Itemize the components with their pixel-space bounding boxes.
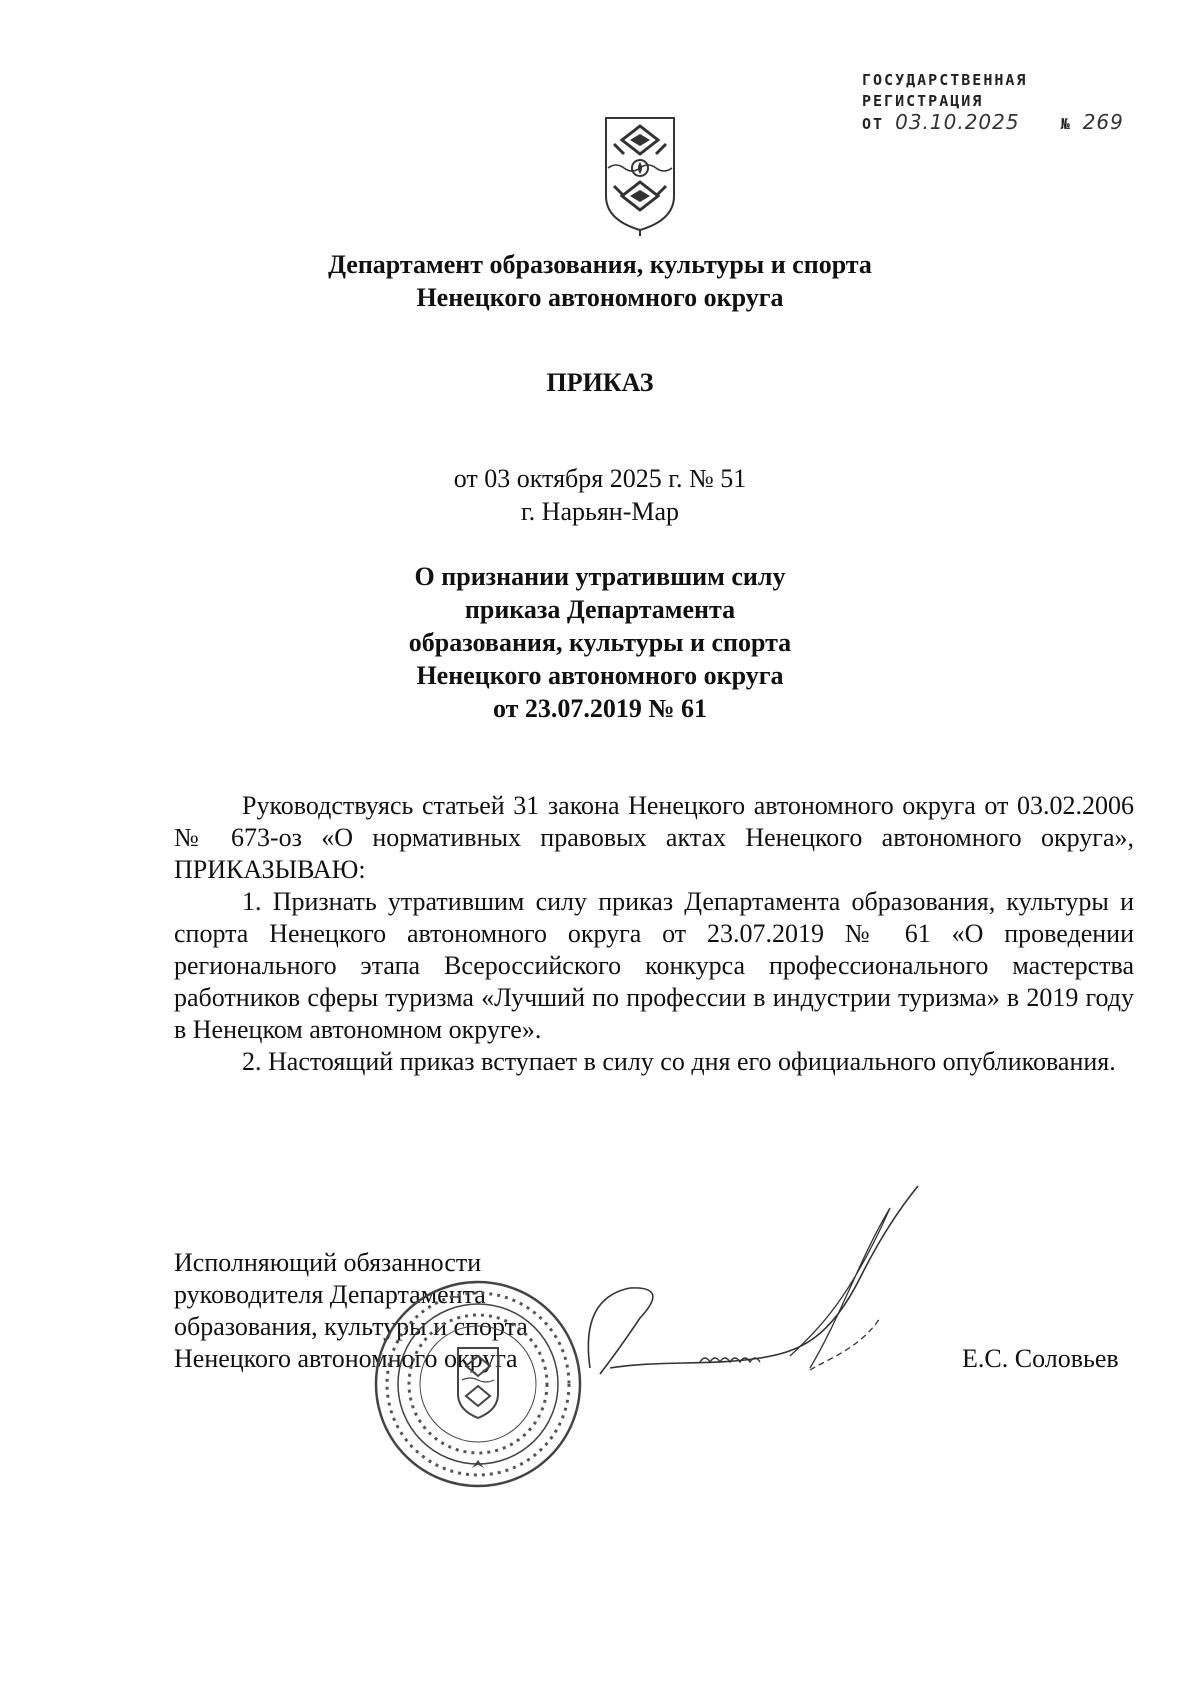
registration-number-sign: № — [1060, 115, 1072, 133]
order-title-line: от 23.07.2019 № 61 — [492, 694, 708, 723]
order-title-line: О признании утратившим силу — [414, 562, 786, 591]
registration-stamp — [862, 70, 1124, 135]
signer-position-line: руководителя Департамента — [174, 1280, 486, 1309]
registration-prefix: ОТ — [862, 115, 885, 133]
date-line: от 03 октября 2025 г. № 51 — [453, 464, 747, 493]
department-header-line2: Ненецкого автономного округа — [416, 283, 784, 312]
order-title-line: приказа Департамента — [464, 595, 736, 624]
order-title-line: Ненецкого автономного округа — [416, 661, 784, 690]
city: г. Нарьян-Мар — [520, 497, 680, 526]
item-2-paragraph: 2. Настоящий приказ вступает в силу со дня его официального опубликования. — [242, 1047, 1116, 1076]
department-header — [0, 248, 1200, 314]
nao-coat-of-arms-icon — [600, 112, 680, 238]
official-seal-icon — [372, 1278, 584, 1490]
order-title-line: образования, культуры и спорта — [408, 628, 792, 657]
signer-position-line: Ненецкого автономного округа — [174, 1344, 518, 1373]
registration-line2: РЕГИСТРАЦИЯ — [862, 92, 984, 110]
registration-line1: ГОСУДАРСТВЕННАЯ — [862, 71, 1028, 89]
signer-name: Е.С. Соловьев — [962, 1344, 1119, 1373]
handwritten-signature-icon — [560, 1178, 930, 1388]
signer-position-line: образования, культуры и спорта — [174, 1312, 528, 1341]
preamble-paragraph: Руководствуясь статьей 31 закона Ненецкого автономного округа от 03.02.2006 № 673-оз «О нормативных правовых актах Ненецкого автономного округа», ПРИКАЗЫВАЮ: — [174, 791, 1134, 884]
signer-position-line: Исполняющий обязанности — [174, 1248, 482, 1277]
order-title — [0, 560, 1200, 725]
registration-line3 — [862, 112, 1124, 135]
department-header-line1: Департамент образования, культуры и спорта — [328, 250, 872, 279]
item-1-paragraph: 1. Признать утратившим силу приказ Департамента образования, культуры и спорта Ненецкого автономного округа от 23.07.2019 № 61 «О проведении регионального этапа Всероссийского конкурса профессионального мастерства работников сферы туризма «Лучший по профессии в индустрии туризма» в 2019 году в Ненецком автономном округе». — [174, 887, 1134, 1044]
registration-number: 269 — [1082, 110, 1124, 134]
doc-type: ПРИКАЗ — [546, 368, 654, 397]
registration-date: 03.10.2025 — [895, 110, 1020, 134]
order-body — [174, 790, 1134, 1078]
